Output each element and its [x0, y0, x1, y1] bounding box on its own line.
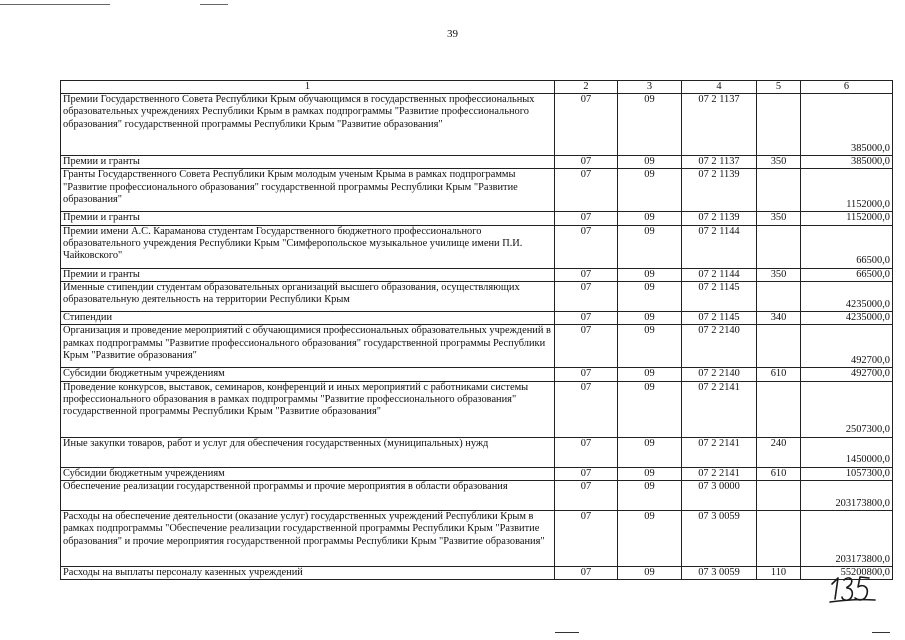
row-subsection-code: 09 — [618, 94, 682, 156]
row-expense-type — [757, 282, 801, 312]
row-section-code: 07 — [555, 94, 618, 156]
row-section-code: 07 — [555, 437, 618, 467]
row-section-code: 07 — [555, 282, 618, 312]
row-expense-type: 350 — [757, 268, 801, 281]
row-description: Субсидии бюджетным учреждениям — [61, 467, 555, 480]
row-subsection-code: 09 — [618, 225, 682, 268]
row-description: Премии и гранты — [61, 156, 555, 169]
row-section-code: 07 — [555, 511, 618, 567]
row-expense-type: 350 — [757, 156, 801, 169]
page-number: 39 — [447, 28, 458, 40]
row-target-article: 07 2 1137 — [682, 94, 757, 156]
row-target-article: 07 2 2140 — [682, 325, 757, 368]
row-subsection-code: 09 — [618, 212, 682, 225]
row-amount: 1450000,0 — [801, 437, 893, 467]
row-amount: 203173800,0 — [801, 511, 893, 567]
table-row — [61, 156, 893, 169]
column-header: 1 — [61, 81, 555, 94]
row-description: Премии имени А.С. Караманова студентам Государственного бюджетного профессионального образовательного учреждения Республики Крым "Симферопольское музыкальное училище имени П.И. Чайковского" — [61, 225, 555, 268]
row-section-code: 07 — [555, 567, 618, 580]
row-amount: 4235000,0 — [801, 282, 893, 312]
table-body — [61, 81, 893, 580]
row-subsection-code: 09 — [618, 511, 682, 567]
table-row — [61, 325, 893, 368]
row-amount: 492700,0 — [801, 368, 893, 381]
row-expense-type: 240 — [757, 437, 801, 467]
row-target-article: 07 2 2141 — [682, 437, 757, 467]
row-expense-type: 350 — [757, 212, 801, 225]
row-subsection-code: 09 — [618, 156, 682, 169]
table-row — [61, 511, 893, 567]
row-expense-type — [757, 94, 801, 156]
row-amount: 4235000,0 — [801, 312, 893, 325]
row-section-code: 07 — [555, 156, 618, 169]
scan-artifact-line — [0, 4, 110, 5]
row-subsection-code: 09 — [618, 325, 682, 368]
row-amount: 55200800,0 — [801, 567, 893, 580]
row-section-code: 07 — [555, 368, 618, 381]
row-amount: 1152000,0 — [801, 212, 893, 225]
table-row — [61, 368, 893, 381]
table-row — [61, 467, 893, 480]
row-description: Расходы на обеспечение деятельности (оказание услуг) государственных учреждений Республики Крым в рамках подпрограммы "Обеспечение реализации государственной программы Республики Крым "Развитие образования" и прочие мероприятия государственной программы Республики Крым "Развитие образования" — [61, 511, 555, 567]
column-header: 4 — [682, 81, 757, 94]
row-description: Именные стипендии студентам образовательных организаций высшего образования, осуществляющих образовательную деятельность на территории Республики Крым — [61, 282, 555, 312]
row-description: Стипендии — [61, 312, 555, 325]
row-description: Обеспечение реализации государственной программы и прочие мероприятия в области образования — [61, 481, 555, 511]
row-amount: 492700,0 — [801, 325, 893, 368]
row-amount: 385000,0 — [801, 156, 893, 169]
scan-artifact-line — [200, 4, 228, 5]
row-target-article: 07 2 1144 — [682, 225, 757, 268]
row-section-code: 07 — [555, 467, 618, 480]
table-row — [61, 212, 893, 225]
table-header-row — [61, 81, 893, 94]
row-subsection-code: 09 — [618, 481, 682, 511]
row-section-code: 07 — [555, 212, 618, 225]
row-description: Проведение конкурсов, выставок, семинаров, конференций и иных мероприятий с работниками системы профессионального образования в рамках подпрограммы "Развитие профессионального образования" государственной программы Республики Крым "Развитие образования" — [61, 381, 555, 437]
row-target-article: 07 2 1139 — [682, 169, 757, 212]
row-target-article: 07 2 1139 — [682, 212, 757, 225]
row-description: Премии и гранты — [61, 212, 555, 225]
row-target-article: 07 3 0059 — [682, 511, 757, 567]
row-target-article: 07 2 2140 — [682, 368, 757, 381]
row-section-code: 07 — [555, 312, 618, 325]
table-row — [61, 567, 893, 580]
row-target-article: 07 2 1144 — [682, 268, 757, 281]
row-subsection-code: 09 — [618, 467, 682, 480]
row-amount: 385000,0 — [801, 94, 893, 156]
row-description: Гранты Государственного Совета Республики Крым молодым ученым Крыма в рамках подпрограммы "Развитие профессионального образования" государственной программы Республики Крым "Развитие образования" — [61, 169, 555, 212]
table-row — [61, 312, 893, 325]
table-row — [61, 481, 893, 511]
row-amount: 66500,0 — [801, 225, 893, 268]
row-amount: 66500,0 — [801, 268, 893, 281]
table-row — [61, 282, 893, 312]
row-amount: 1152000,0 — [801, 169, 893, 212]
row-description: Иные закупки товаров, работ и услуг для обеспечения государственных (муниципальных) нужд — [61, 437, 555, 467]
row-target-article: 07 3 0059 — [682, 567, 757, 580]
row-amount: 2507300,0 — [801, 381, 893, 437]
row-section-code: 07 — [555, 381, 618, 437]
row-target-article: 07 3 0000 — [682, 481, 757, 511]
row-description: Премии и гранты — [61, 268, 555, 281]
row-amount: 1057300,0 — [801, 467, 893, 480]
row-subsection-code: 09 — [618, 312, 682, 325]
row-expense-type: 610 — [757, 467, 801, 480]
row-target-article: 07 2 2141 — [682, 467, 757, 480]
row-expense-type: 340 — [757, 312, 801, 325]
row-expense-type — [757, 225, 801, 268]
scan-artifact-line — [555, 632, 579, 633]
row-subsection-code: 09 — [618, 268, 682, 281]
row-subsection-code: 09 — [618, 368, 682, 381]
column-header: 6 — [801, 81, 893, 94]
row-section-code: 07 — [555, 268, 618, 281]
row-subsection-code: 09 — [618, 567, 682, 580]
scan-artifact-line — [872, 632, 890, 633]
row-amount: 203173800,0 — [801, 481, 893, 511]
row-expense-type — [757, 325, 801, 368]
row-section-code: 07 — [555, 481, 618, 511]
row-section-code: 07 — [555, 325, 618, 368]
row-subsection-code: 09 — [618, 169, 682, 212]
row-expense-type — [757, 481, 801, 511]
row-subsection-code: 09 — [618, 381, 682, 437]
column-header: 3 — [618, 81, 682, 94]
table-row — [61, 225, 893, 268]
row-expense-type: 610 — [757, 368, 801, 381]
row-subsection-code: 09 — [618, 437, 682, 467]
row-section-code: 07 — [555, 169, 618, 212]
column-header: 5 — [757, 81, 801, 94]
table-row — [61, 437, 893, 467]
row-target-article: 07 2 2141 — [682, 381, 757, 437]
table-row — [61, 381, 893, 437]
row-description: Субсидии бюджетным учреждениям — [61, 368, 555, 381]
row-target-article: 07 2 1145 — [682, 312, 757, 325]
row-description: Премии Государственного Совета Республики Крым обучающимся в государственных профессиональных образовательных учреждениях Республики Крым в рамках подпрограммы "Развитие профессионального образования" государственной программы Республики Крым "Развитие образования" — [61, 94, 555, 156]
budget-table — [60, 80, 893, 580]
row-subsection-code: 09 — [618, 282, 682, 312]
row-expense-type: 110 — [757, 567, 801, 580]
row-description: Организация и проведение мероприятий с обучающимися профессиональных образовательных учреждений в рамках подпрограммы "Развитие профессионального образования" государственной программы Республики Крым "Развитие образования" — [61, 325, 555, 368]
table-row — [61, 169, 893, 212]
table-row — [61, 268, 893, 281]
row-section-code: 07 — [555, 225, 618, 268]
column-header: 2 — [555, 81, 618, 94]
row-description: Расходы на выплаты персоналу казенных учреждений — [61, 567, 555, 580]
row-expense-type — [757, 511, 801, 567]
row-expense-type — [757, 381, 801, 437]
row-target-article: 07 2 1145 — [682, 282, 757, 312]
row-expense-type — [757, 169, 801, 212]
row-target-article: 07 2 1137 — [682, 156, 757, 169]
handwritten-page-number — [829, 574, 877, 604]
table-row — [61, 94, 893, 156]
